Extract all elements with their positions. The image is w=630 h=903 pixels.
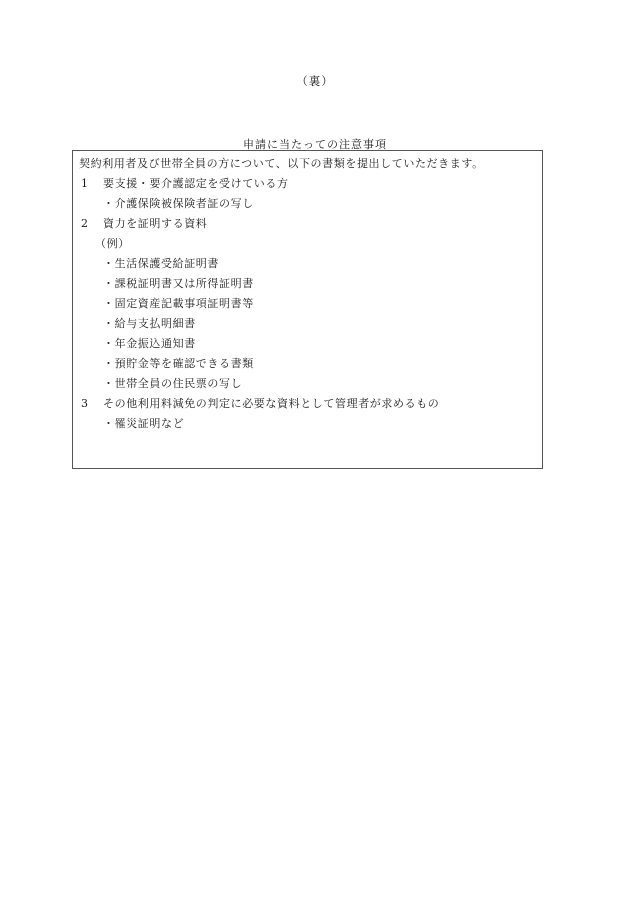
- intro-text: 契約利用者及び世帯全員の方について、以下の書類を提出していただきます。: [79, 157, 484, 170]
- list-item-1: [81, 175, 289, 191]
- sub-item: ・生活保護受給証明書: [103, 257, 219, 270]
- section-title: 申請に当たっての注意事項: [243, 138, 387, 151]
- list-item-2: [81, 215, 207, 231]
- sub-item: ・介護保険被保険者証の写し: [103, 197, 254, 210]
- item-text: 資力を証明する資料: [103, 217, 208, 230]
- example-label: （例）: [95, 237, 130, 250]
- list-item-3: [81, 395, 439, 411]
- item-number: 1: [81, 177, 89, 190]
- notice-box: [72, 150, 543, 469]
- sub-item: ・課税証明書又は所得証明書: [103, 277, 254, 290]
- sub-item: ・世帯全員の住民票の写し: [103, 377, 243, 390]
- page-side-label: （裏）: [296, 74, 334, 88]
- sub-item: ・給与支払明細書: [103, 317, 196, 330]
- item-text: 要支援・要介護認定を受けている方: [103, 177, 289, 190]
- sub-item: ・罹災証明など: [103, 417, 185, 430]
- sub-item: ・年金振込通知書: [103, 337, 196, 350]
- sub-item: ・預貯金等を確認できる書類: [103, 357, 254, 370]
- sub-item: ・固定資産記載事項証明書等: [103, 297, 254, 310]
- item-text: その他利用料減免の判定に必要な資料として管理者が求めるもの: [103, 397, 440, 410]
- item-number: 2: [81, 217, 89, 230]
- item-number: 3: [81, 397, 89, 410]
